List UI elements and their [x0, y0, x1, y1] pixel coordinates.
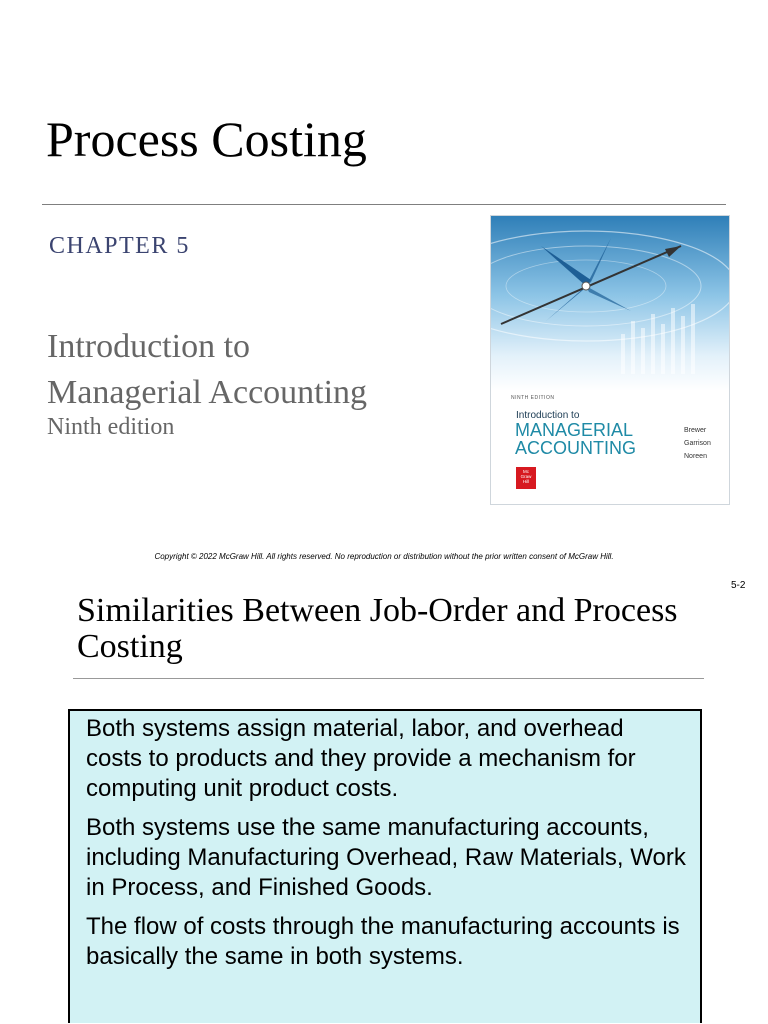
cover-author: Garrison [684, 440, 711, 447]
cover-intro: Introduction to [516, 410, 580, 421]
copyright-notice: Copyright © 2022 McGraw Hill. All rights reserved. No reproduction or distribution without the prior written consent of McGraw Hill. [154, 552, 614, 561]
cover-edition: NINTH EDITION [511, 395, 555, 401]
slide-2-title: Similarities Between Job-Order and Process Costing [77, 592, 678, 665]
similarity-point: Both systems use the same manufacturing accounts, including Manufacturing Overhead, Raw Materials, Work in Process, and Finished Goods. [86, 814, 686, 901]
similarity-point: The flow of costs through the manufacturing accounts is basically the same in both systems. [86, 913, 680, 970]
publisher-logo: Mc Graw Hill [516, 467, 536, 489]
similarities-box [68, 709, 702, 1023]
edition-label: Ninth edition [47, 414, 175, 440]
book-cover-image [490, 215, 730, 505]
cover-author: Brewer [684, 427, 707, 434]
cover-author: Noreen [684, 453, 707, 460]
slide-title: Process Costing [46, 111, 367, 167]
title-divider [42, 204, 726, 205]
slide-2-divider [73, 678, 704, 679]
cover-authors [684, 424, 711, 463]
book-title [47, 324, 367, 416]
book-title-line-2: Managerial Accounting [47, 374, 368, 411]
chapter-label: CHAPTER 5 [49, 233, 190, 259]
book-title-line-1: Introduction to [47, 328, 251, 365]
similarity-point: Both systems assign material, labor, and overhead costs to products and they provide a mechanism for computing unit product costs. [86, 715, 636, 802]
slide-number: 5-2 [731, 580, 746, 591]
cover-title-line-2: ACCOUNTING [515, 438, 636, 458]
cover-title-line-1: MANAGERIAL [515, 420, 634, 440]
